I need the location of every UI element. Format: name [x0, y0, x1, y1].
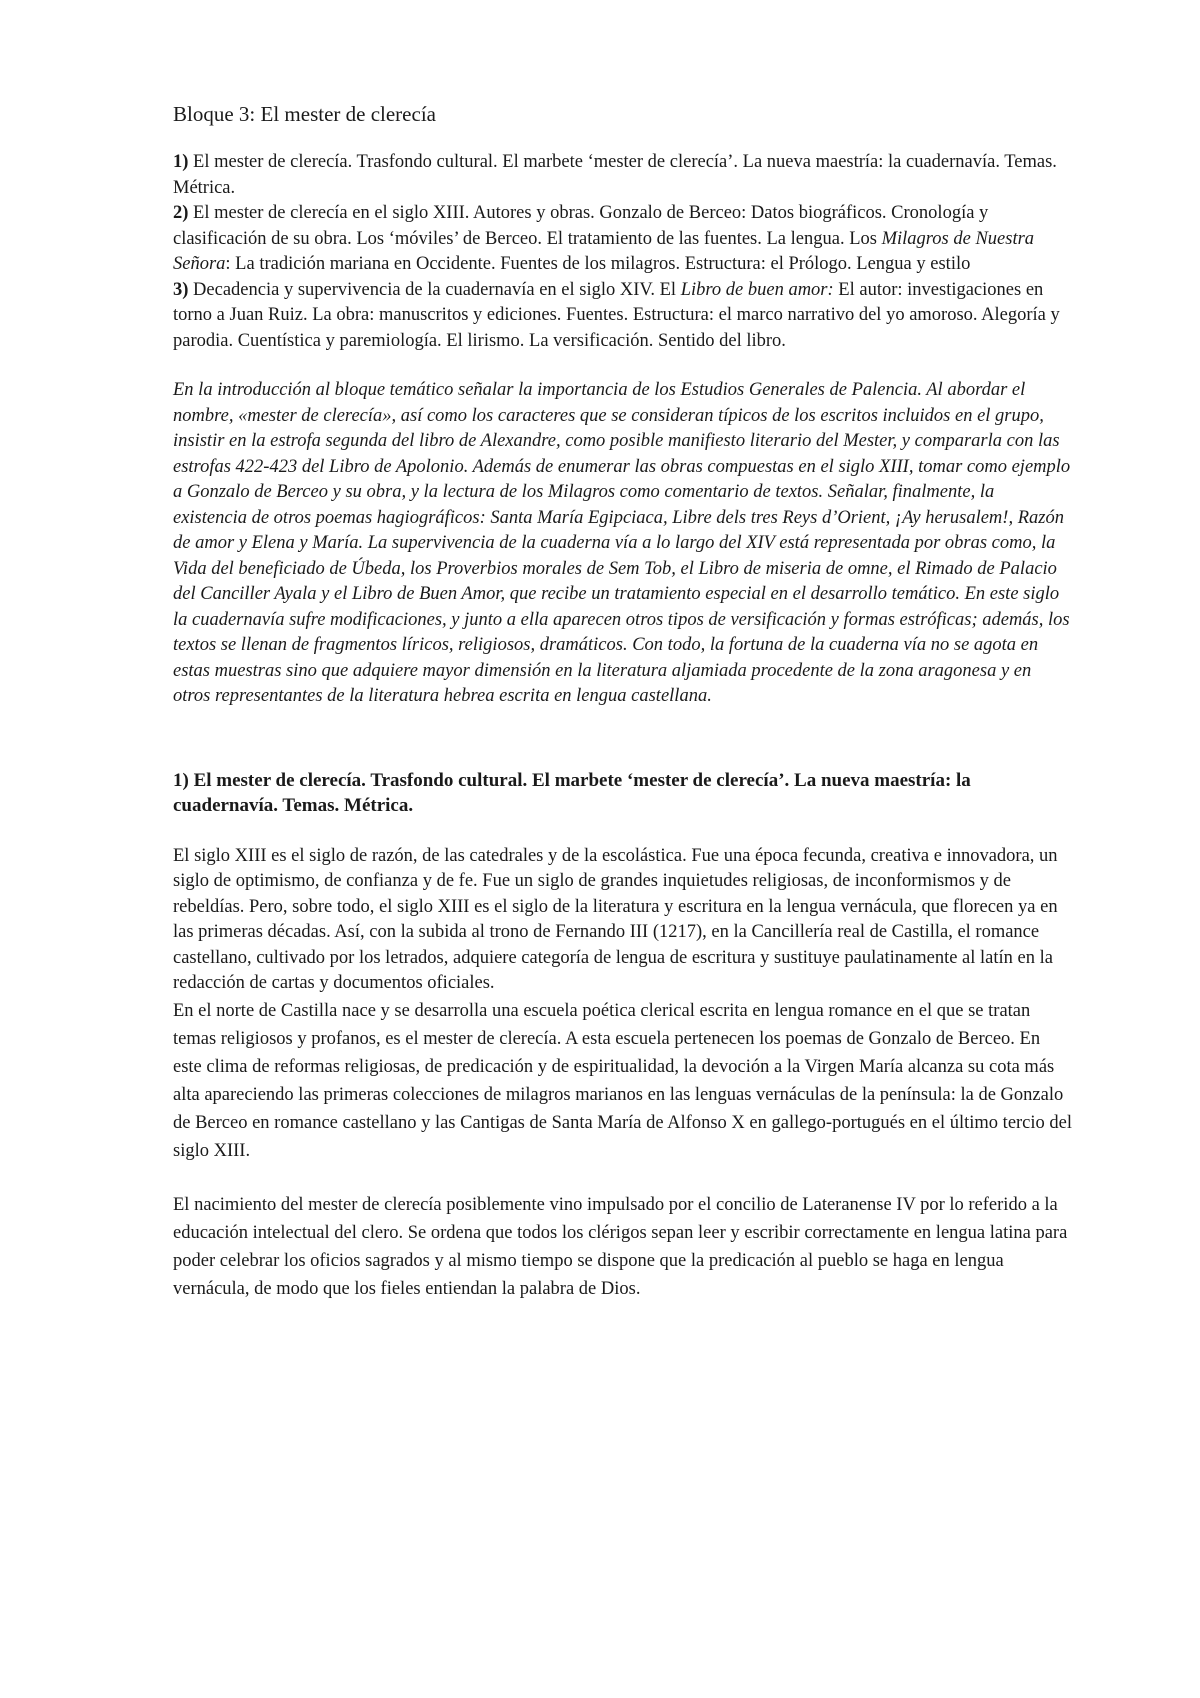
- topic-list: [173, 150, 1072, 354]
- topic-text: El mester de clerecía en el siglo XIII. Autores y obras. Gonzalo de Berceo: Datos biográficos. Cronología y clasificación de su obra. Los ‘móviles’ de Berceo. El tratamiento de las fuentes. La lengua. Los: [173, 203, 989, 249]
- topic-text: El mester de clerecía. Trasfondo cultural. El marbete ‘mester de clerecía’. La nueva maestría: la cuadernavía. Temas. Métrica.: [173, 152, 1057, 198]
- section-heading: 1) El mester de clerecía. Trasfondo cultural. El marbete ‘mester de clerecía’. La nueva maestría: la cuadernavía. Temas. Métrica.: [173, 769, 971, 816]
- document-title: Bloque 3: El mester de clerecía: [173, 102, 436, 126]
- topic-number: 2): [173, 203, 189, 223]
- body-paragraph: El siglo XIII es el siglo de razón, de las catedrales y de la escolástica. Fue una época fecunda, creativa e innovadora, un siglo de optimismo, de confianza y de fe. Fue un siglo de grandes inquietudes religiosas, de inconformismos y de rebeldías. Pero, sobre todo, el siglo XIII es el siglo de la literatura y escritura en la lengua vernácula, que florecen ya en las primeras décadas. Así, con la subida al trono de Fernando III (1217), en la Cancillería real de Castilla, el romance castellano, cultivado por los letrados, adquiere categoría de lengua de escritura y sustituye paulatinamente al latín en la redacción de cartas y documentos oficiales.: [173, 845, 1058, 993]
- topic-number: 3): [173, 279, 189, 300]
- body-paragraph: El nacimiento del mester de clerecía posiblemente vino impulsado por el concilio de Lateranense IV por lo referido a la educación intelectual del clero. Se ordena que todos los clérigos sepan leer y escribir correctamente en lengua latina para poder celebrar los oficios sagrados y al mismo tiempo se dispone que la predicación al pueblo se haga en lengua vernácula, de modo que los fieles entiendan la palabra de Dios.: [173, 1194, 1068, 1299]
- topic-item: [173, 150, 1072, 201]
- topic-item: [173, 201, 1072, 278]
- topic-item: [173, 278, 1072, 355]
- topic-work-title: Libro de buen amor:: [680, 279, 834, 300]
- body-paragraph: En el norte de Castilla nace y se desarrolla una escuela poética clerical escrita en lengua romance en el que se tratan temas religiosos y profanos, es el mester de clerecía. A esta escuela pertenecen los poemas de Gonzalo de Berceo. En este clima de reformas religiosas, de predicación y de espiritualidad, la devoción a la Virgen María alcanza su cota más alta apareciendo las primeras colecciones de milagros marianos en las lenguas vernáculas de la península: la de Gonzalo de Berceo en romance castellano y las Cantigas de Santa María de Alfonso X en gallego-portugués en el último tercio del siglo XIII.: [173, 1000, 1073, 1161]
- topic-text: : La tradición mariana en Occidente. Fuentes de los milagros. Estructura: el Prólogo. Lengua y estilo: [225, 254, 971, 274]
- topic-number: 1): [173, 152, 189, 172]
- syllabus-note: En la introducción al bloque temático señalar la importancia de los Estudios Generales de Palencia. Al abordar el nombre, «mester de clerecía», así como los caracteres que se consideran típicos de los escritos incluidos en el grupo, insistir en la estrofa segunda del libro de Alexandre, como posible manifiesto literario del Mester, y compararla con las estrofas 422-423 del Libro de Apolonio. Además de enumerar las obras compuestas en el siglo XIII, tomar como ejemplo a Gonzalo de Berceo y su obra, y la lectura de los Milagros como comentario de textos. Señalar, finalmente, la existencia de otros poemas hagiográficos: Santa María Egipciaca, Libre dels tres Reys d’Orient, ¡Ay herusalem!, Razón de amor y Elena y María. La supervivencia de la cuaderna vía a lo largo del XIV está representada por obras como, la Vida del beneficiado de Úbeda, los Proverbios morales de Sem Tob, el Libro de miseria de omne, el Rimado de Palacio del Canciller Ayala y el Libro de Buen Amor, que recibe un tratamiento especial en el desarrollo temático. En este siglo la cuadernavía sufre modificaciones, y junto a ella aparecen otros tipos de versificación y formas estróficas; además, los textos se llenan de fragmentos líricos, religiosos, dramáticos. Con todo, la fortuna de la cuaderna vía no se agota en estas muestras sino que adquiere mayor dimensión en la literatura aljamiada procedente de la zona aragonesa y en otros representantes de la literatura hebrea escrita en lengua castellana.: [173, 380, 1071, 706]
- topic-work-title: Milagros de Nuestra Señora: [173, 228, 1035, 274]
- topic-text: El autor: investigaciones en torno a Juan Ruiz. La obra: manuscritos y ediciones. Fuentes. Estructura: el marco narrativo del yo amoroso. Alegoría y parodia. Cuentística y paremiología. El lirismo. La versificación. Sentido del libro.: [173, 279, 1060, 351]
- topic-text: Decadencia y supervivencia de la cuadernavía en el siglo XIV. El: [188, 279, 681, 300]
